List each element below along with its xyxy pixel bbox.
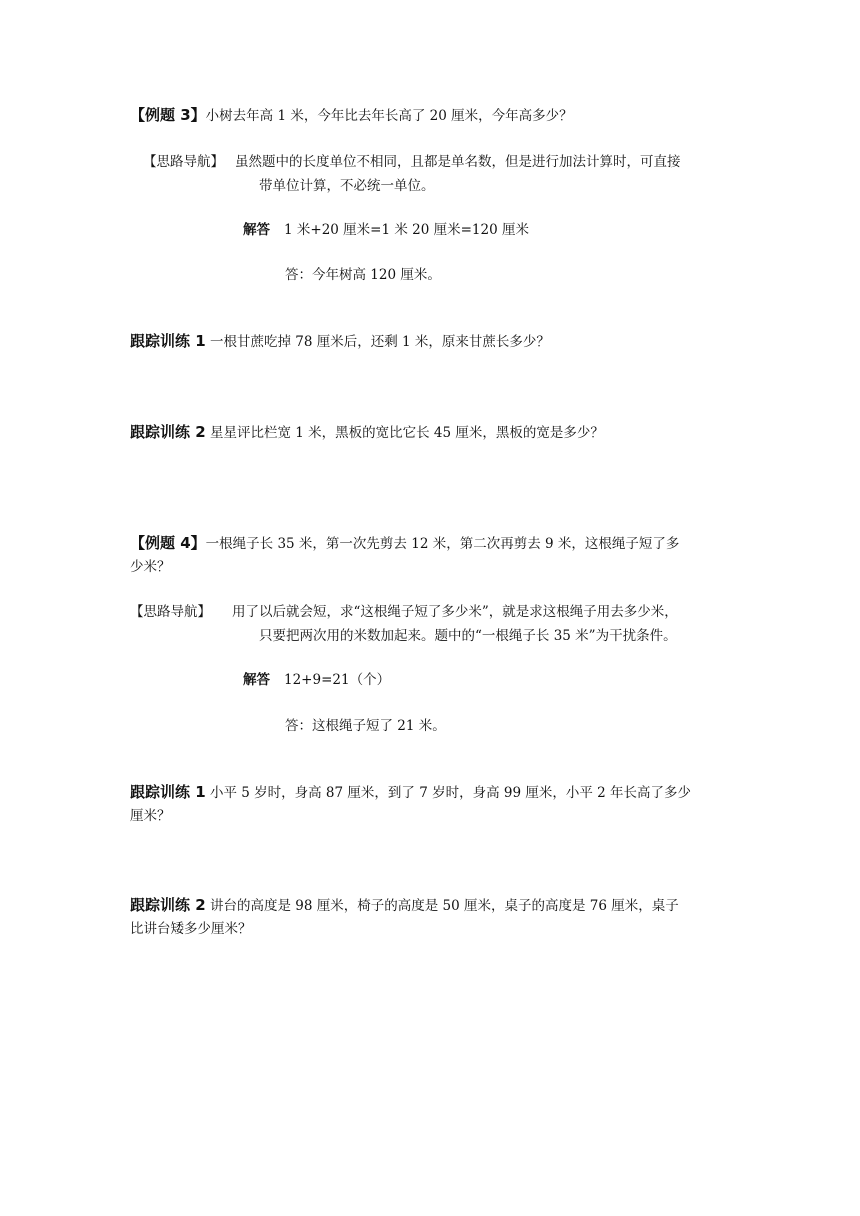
track-4-exercise-2-line1: 讲台的高度是 98 厘米，椅子的高度是 50 厘米，桌子的高度是 76 厘米，桌子	[209, 898, 679, 914]
track-3-exercise-2-label: 跟踪训练 2	[130, 423, 206, 441]
example-4-answer-label: 解答	[243, 672, 270, 688]
example-3-hint-line2: 带单位计算，不必统一单位。	[259, 178, 435, 194]
track-4-exercise-2-line2: 比讲台矮多少厘米？	[130, 921, 252, 937]
example-4-question	[130, 531, 679, 556]
example-3-question-text: 小树去年高 1 米，今年比去年长高了 20 厘米，今年高多少？	[205, 108, 573, 124]
track-4-exercise-2	[130, 893, 679, 918]
example-4-question-line1: 一根绳子长 35 米，第一次先剪去 12 米，第二次再剪去 9 米，这根绳子短了多	[205, 536, 680, 552]
example-4-answer	[243, 668, 390, 692]
track-3-exercise-1	[130, 329, 550, 354]
example-3-hint-label: 【思路导航】	[143, 154, 224, 170]
example-3-answer-text: 1 米+20 厘米=1 米 20 厘米=120 厘米	[284, 222, 529, 238]
example-4-hint-line2: 只要把两次用的米数加起来。题中的“一根绳子长 35 米”为干扰条件。	[259, 628, 677, 644]
track-3-exercise-1-text: 一根甘蔗吃掉 78 厘米后，还剩 1 米，原来甘蔗长多少？	[209, 334, 550, 350]
example-4-reply: 答：这根绳子短了 21 米。	[285, 718, 446, 734]
track-3-exercise-1-label: 跟踪训练 1	[130, 332, 206, 350]
example-3-reply: 答：今年树高 120 厘米。	[285, 267, 441, 283]
example-4-answer-text: 12+9=21（个）	[284, 672, 391, 688]
example-4-hint-line1: 用了以后就会短，求“这根绳子短了多少米”，就是求这根绳子用去多少米，	[232, 604, 678, 620]
track-4-exercise-1-label: 跟踪训练 1	[130, 783, 206, 801]
track-4-exercise-1-line1: 小平 5 岁时，身高 87 厘米，到了 7 岁时，身高 99 厘米，小平 2 年长高了多少	[209, 785, 692, 801]
example-3-label: 【例题 3】	[130, 106, 206, 124]
example-4-question-line2: 少米？	[130, 559, 171, 575]
example-4-label: 【例题 4】	[130, 534, 206, 552]
track-4-exercise-2-label: 跟踪训练 2	[130, 896, 206, 914]
example-3-question	[130, 103, 573, 128]
track-4-exercise-1	[130, 780, 691, 805]
track-4-exercise-1-line2: 厘米？	[130, 808, 171, 824]
example-3-answer	[243, 218, 529, 242]
track-3-exercise-2	[130, 420, 604, 445]
track-3-exercise-2-text: 星星评比栏宽 1 米，黑板的宽比它长 45 厘米，黑板的宽是多少？	[209, 425, 604, 441]
example-4-hint-label: 【思路导航】	[130, 604, 211, 620]
example-3-answer-label: 解答	[243, 222, 270, 238]
example-3-hint-line1: 虽然题中的长度单位不相同，且都是单名数，但是进行加法计算时，可直接	[235, 154, 681, 170]
